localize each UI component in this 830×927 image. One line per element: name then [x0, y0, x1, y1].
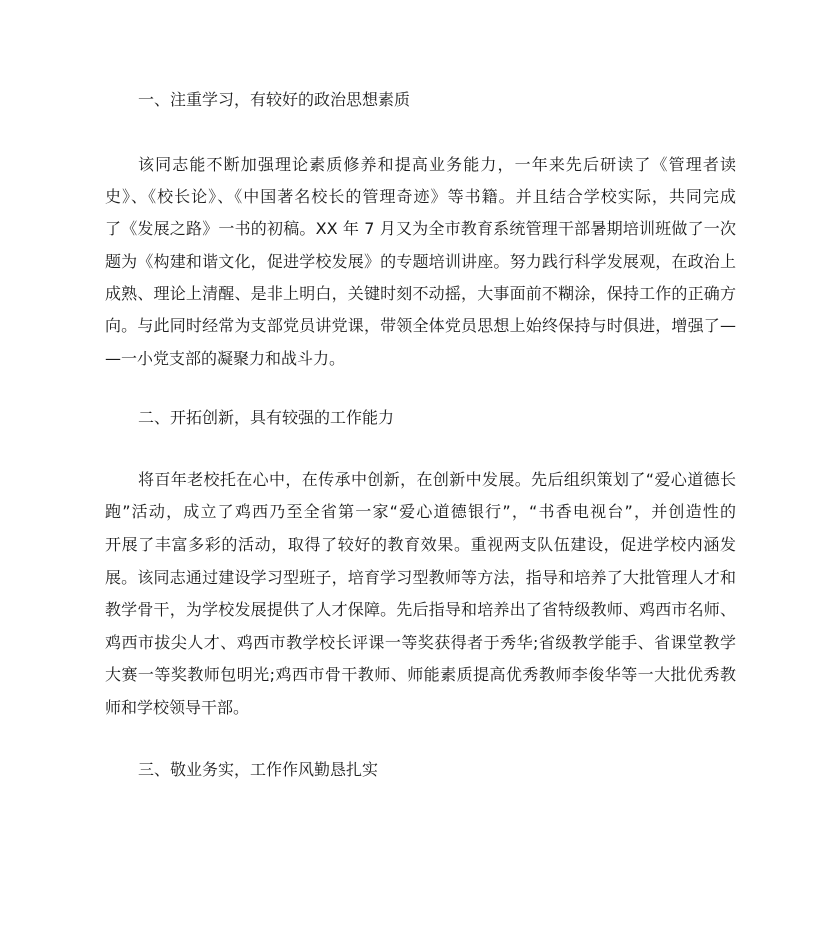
paragraph-line: 了《发展之路》一书的初稿。XX 年 7 月又为全市教育系统管理干部暑期培训班做了一次	[105, 219, 736, 238]
section-heading: 一、注重学习，有较好的政治思想素质	[138, 90, 411, 109]
paragraph-line: —一小党支部的凝聚力和战斗力。	[105, 349, 346, 368]
paragraph-line: 展。该同志通过建设学习型班子，培育学习型教师等方法，指导和培养了大批管理人才和	[105, 568, 736, 587]
section-heading: 三、敬业务实，工作作风勤恳扎实	[138, 760, 379, 779]
paragraph-line: 大赛一等奖教师包明光;鸡西市骨干教师、师能素质提高优秀教师李俊华等一大批优秀教	[105, 665, 736, 684]
paragraph-line: 史》、《校长论》、《中国著名校长的管理奇迹》等书籍。并且结合学校实际，共同完成	[105, 187, 736, 206]
paragraph-line: 跑”活动，成立了鸡西乃至全省第一家“爱心道德银行”，“书香电视台”，并创造性的	[105, 502, 736, 521]
paragraph-line: 向。与此同时经常为支部党员讲党课，带领全体党员思想上始终保持与时俱进，增强了—	[105, 316, 736, 335]
paragraph-line: 成熟、理论上清醒、是非上明白，关键时刻不动摇，大事面前不糊涂，保持工作的正确方	[105, 284, 736, 303]
paragraph-line: 师和学校领导干部。	[105, 698, 250, 717]
paragraph-line: 鸡西市拔尖人才、鸡西市教学校长评课一等奖获得者于秀华;省级教学能手、省课堂教学	[105, 633, 736, 652]
paragraph-line: 将百年老校托在心中，在传承中创新，在创新中发展。先后组织策划了“爱心道德长	[138, 470, 736, 489]
paragraph-line: 题为《构建和谐文化，促进学校发展》的专题培训讲座。努力践行科学发展观，在政治上	[105, 252, 736, 271]
paragraph-line: 该同志能不断加强理论素质修养和提高业务能力，一年来先后研读了《管理者读	[138, 155, 736, 174]
paragraph-line: 开展了丰富多彩的活动，取得了较好的教育效果。重视两支队伍建设，促进学校内涵发	[105, 535, 736, 554]
section-heading: 二、开拓创新，具有较强的工作能力	[138, 408, 395, 427]
paragraph-line: 教学骨干，为学校发展提供了人才保障。先后指导和培养出了省特级教师、鸡西市名师、	[105, 600, 736, 619]
